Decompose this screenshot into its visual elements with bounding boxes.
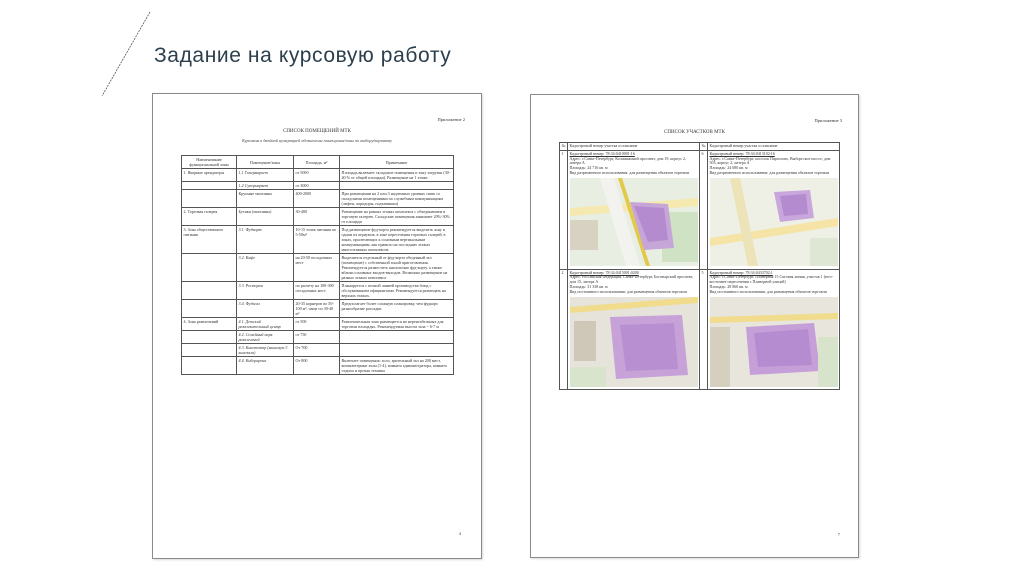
plot-number: 6 xyxy=(700,150,708,269)
table-row xyxy=(182,300,454,318)
room-cell: 4.3. Кинотеатр (минимум 3 кинозала) xyxy=(237,344,294,357)
note-cell: Под размещение фуд-корта рекомендуется выделить зону в одном из атриумов, в зоне пересечения торговых галерей, в зонах, прилегающих к основным вертикальным коммуникациям, как правило на последних этажах многоэтажных комплексов. xyxy=(340,226,454,254)
table-row xyxy=(182,331,454,344)
plot-use: Вид постоянного использования: для размещения объектов торговли xyxy=(709,288,827,294)
room-cell: 3.4. Фудхолл xyxy=(237,300,294,318)
document-page-plots-list xyxy=(530,94,859,558)
zone-cell xyxy=(182,254,237,282)
appendix-label: Приложение 2 xyxy=(437,117,465,122)
plot-cell xyxy=(568,269,700,390)
note-cell: Размещение на разных этажах комплекса с объединением в торговую галерею. Складские помещения занимают 20%-30% от площади xyxy=(340,208,454,226)
room-cell: 3.3. Ресторан xyxy=(237,282,294,300)
area-cell: 30-400 xyxy=(294,208,340,226)
zone-cell xyxy=(182,357,237,375)
note-cell: Развлекательная зона размещается на нерентабельных для торговли площадях. Рекомендуемая высота зала ~ 6-7 м xyxy=(340,318,454,331)
header-cell: Помещение/зоны xyxy=(237,156,294,169)
area-cell: от 3000 xyxy=(294,182,340,190)
header-cell: № xyxy=(560,143,568,151)
table-row xyxy=(182,182,454,190)
area-cell: от 750 xyxy=(294,331,340,344)
zone-cell xyxy=(182,282,237,300)
document-subtitle: Курсивом в двойной нумерацией обозначены помещения/зоны по выбору/варианту xyxy=(241,138,393,143)
page-number: 4 xyxy=(458,531,461,536)
appendix-label: Приложение 3 xyxy=(814,118,842,123)
zone-cell: 4. Зона развлечений xyxy=(182,318,237,331)
plot-use: Вид постоянного использования: для размещения объектов торговли xyxy=(569,288,687,294)
plot-address: Адрес: г.Санкт-Петербург, Коломяжский проспект, дом 19, корпус 2, литера А xyxy=(569,155,687,166)
document-title: СПИСОК УЧАСТКОВ МТК xyxy=(664,130,725,135)
room-cell: 4.2. Семейный парк развлечений xyxy=(237,331,294,344)
room-cell: 1.2 Супермаркет xyxy=(237,182,294,190)
table-row xyxy=(182,190,454,208)
plot-cadastral: Кадастровый номер: 78:34:0415001:0200 xyxy=(569,269,639,275)
note-cell xyxy=(340,182,454,190)
page-number: 7 xyxy=(837,532,840,537)
table-row xyxy=(182,282,454,300)
note-cell: Включает помещения: холл, зрительный зал на 200 мест, компьютерные залы (1-4), комната администратора, комната отдыха и прочая техника xyxy=(340,357,454,375)
area-cell: 20-35 корнеров по 50-100 м², чаще по 30-40 м² xyxy=(294,300,340,318)
table-row xyxy=(182,226,454,254)
plot-number: 1 xyxy=(560,150,568,269)
table-header-row xyxy=(560,143,840,151)
plot-number: 2 xyxy=(560,269,568,390)
plot-area: Площадь: 24 716 кв. м xyxy=(569,165,608,171)
header-cell: Примечание xyxy=(340,156,454,169)
rooms-table xyxy=(181,155,454,375)
plot-cadastral: Кадастровый номер: 78:34:0410001:16 xyxy=(569,150,635,156)
decorative-slash-line xyxy=(0,0,160,110)
table-row xyxy=(182,254,454,282)
room-cell: 3.1. Фудкорт xyxy=(237,226,294,254)
table-header-row xyxy=(182,156,454,169)
room-cell: Бутики (магазины) xyxy=(237,208,294,226)
area-cell: по расчету на 100-300 посадочных мест xyxy=(294,282,340,300)
plot-area: Площадь: 24 680 кв. м xyxy=(709,165,748,171)
header-cell: № xyxy=(700,143,708,151)
plot-cadastral: Кадастровый номер: 78:34:0433702:1 xyxy=(709,269,773,275)
plot-cell xyxy=(708,150,840,269)
plot-use: Вид разрешенного использования: для размещения объектов торговли xyxy=(569,169,690,175)
plot-map-image xyxy=(570,297,698,387)
table-row xyxy=(182,318,454,331)
plots-table xyxy=(559,142,840,390)
note-cell: Выделяется отдельный от фуд-корта обеденный зал (помещение) с собственной зоной приготовления. Рекомендуется разместить аналогично фуд-корту, а также вблизи основных входов-выходов. Возможно размещение на разных этажах комплекса xyxy=(340,254,454,282)
table-row xyxy=(560,269,840,390)
area-cell: от 5000 xyxy=(294,169,340,182)
plot-area: Площадь: 28 860 кв. м xyxy=(709,283,748,289)
room-cell: 4.4. Киберарена xyxy=(237,357,294,375)
plot-use: Вид разрешенного использования: для размещения объектов торговли xyxy=(709,169,830,175)
header-cell: Кадастровый номер участка и описание xyxy=(568,143,700,151)
document-page-rooms-list xyxy=(152,93,482,559)
zone-cell: 1. Якорные арендаторы xyxy=(182,169,237,182)
table-row xyxy=(182,208,454,226)
plot-address: Адрес: г.Санкт-Петербург, поселок Парголово, Выборгское шоссе, дом 503, корпус 2, литера А xyxy=(709,155,831,166)
room-cell: Крупные магазины xyxy=(237,190,294,208)
room-cell: 1.1 Гипермаркет xyxy=(237,169,294,182)
header-cell: Наименование функциональной зоны xyxy=(182,156,237,169)
plot-address: Адрес: Российская Федерация, Санкт-Петербург, Богатырский проспект, дом 15, литера А xyxy=(569,274,694,285)
plot-number: 5 xyxy=(700,269,708,390)
note-cell: При размещении на 2 или 3 надземных уровнях связь со складскими помещениями по служебным коммуникациям (лифты, коридоры, подъемники) xyxy=(340,190,454,208)
note-cell xyxy=(340,331,454,344)
document-title: СПИСОК ПОМЕЩЕНИЙ МТК xyxy=(283,129,351,134)
note-cell: Предполагает более сложную планировку, чем фудкорт, разнообразие рассадки xyxy=(340,300,454,318)
zone-cell xyxy=(182,344,237,357)
table-row xyxy=(182,344,454,357)
table-row xyxy=(182,357,454,375)
table-row xyxy=(182,169,454,182)
room-cell: 3.2. Кафе xyxy=(237,254,294,282)
area-cell: на 20-50 посадочных мест xyxy=(294,254,340,282)
area-cell: 10-15 точек питания по 5-50м² xyxy=(294,226,340,254)
header-cell: Площадь, м² xyxy=(294,156,340,169)
area-cell: От 700 xyxy=(294,344,340,357)
plot-map-image xyxy=(570,178,698,266)
plot-map-image xyxy=(710,178,838,266)
plot-cadastral: Кадастровый номер: 78:34:0413102:16 xyxy=(709,150,775,156)
area-cell: От 800 xyxy=(294,357,340,375)
plot-cell xyxy=(708,269,840,390)
plot-map-image xyxy=(710,297,838,387)
zone-cell: 3. Зона общественного питания xyxy=(182,226,237,254)
area-cell: от 500 xyxy=(294,318,340,331)
zone-cell xyxy=(182,300,237,318)
note-cell xyxy=(340,344,454,357)
zone-cell xyxy=(182,331,237,344)
room-cell: 4.1. Детский развлекательный центр xyxy=(237,318,294,331)
slide-title: Задание на курсовую работу xyxy=(154,44,452,67)
table-row xyxy=(560,150,840,269)
zone-cell xyxy=(182,190,237,208)
plot-cell xyxy=(568,150,700,269)
zone-cell: 2. Торговая галерея xyxy=(182,208,237,226)
plot-address: Адрес: г.Санкт-Петербург, Планерная 15 Сиговая линия, участок 1 (юго-восточнее пересечения с Планерной улицей) xyxy=(709,274,833,285)
note-cell: Площадь включает складские помещения и зону загрузки (30-40 % от общей площади). Размещение на 1 этаже. xyxy=(340,169,454,182)
header-cell: Кадастровый номер участка и описание xyxy=(708,143,840,151)
zone-cell xyxy=(182,182,237,190)
note-cell: Планируется с полной линией производства блюд с обслуживанием официантами. Рекомендуется размещать на верхних этажах. xyxy=(340,282,454,300)
area-cell: 400-2000 xyxy=(294,190,340,208)
plot-area: Площадь: 31 338 кв. м xyxy=(569,283,608,289)
